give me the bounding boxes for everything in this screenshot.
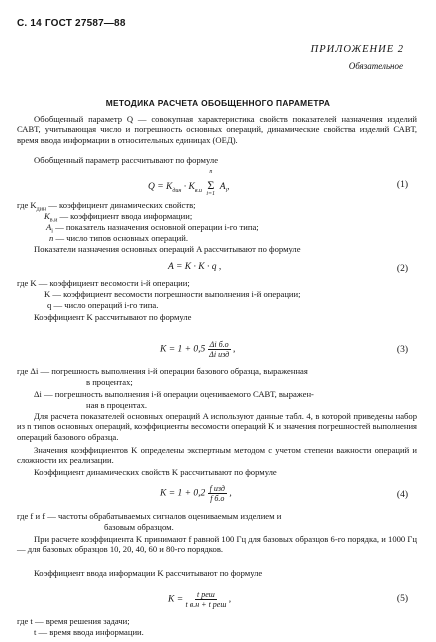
formula-3: K = 1 + 0,5 $\frac{\text{Δi б.о}}{\text{Δi изд}}$ , xyxy=(160,340,236,359)
paragraph-1: Обобщенный параметр Q — совокупная характеристика свойств показателей назначения изделий САВТ, учитывающая число и погрешность основных операций, динамические свойства изделий САВТ, время ввода информации в относительных единицах (ОЕД). xyxy=(17,114,417,145)
def-3-diizd: Δi — погрешность выполнения i-й операции оцениваемого САВТ, выражен- xyxy=(34,389,314,399)
def-1-kdin: где $K_{дин}$ — коэффициент динамических свойств; xyxy=(17,200,196,213)
def-1-ai: $A_i$ — показатель назначения основной операции i-го типа; xyxy=(46,222,259,235)
formula-5-numerator: t реш xyxy=(197,590,215,599)
formula-2: A = K · K · q , xyxy=(168,262,222,272)
def-3-diizd-cont: ная в процентах. xyxy=(86,400,148,410)
def-3-dibo: где Δi — погрешность выполнения i-й операции базового образца, выраженная xyxy=(17,366,308,376)
paragraph-4: Коэффициент K рассчитывают по формуле xyxy=(34,312,192,322)
formula-1: $Q = K_{дин} \cdot K_{в.и}$ n Σ i=1 $A_i$, xyxy=(148,169,230,197)
appendix-title: ПРИЛОЖЕНИЕ 2 xyxy=(310,44,404,55)
equation-number-4: (4) xyxy=(396,490,408,500)
def-3-dibo-cont: в процентах; xyxy=(86,377,133,387)
def-5-treš: где t — время решения задачи; xyxy=(17,616,130,626)
paragraph-8: При расчете коэффициента K принимают f равной 100 Гц для базовых образцов 6-го порядка, и 1000 Гц — для базовых образцов 10, 20, 40, 60 и 80-го порядков. xyxy=(17,534,417,555)
formula-5-denominator: t в.н + t реш xyxy=(185,600,227,609)
paragraph-6: Значения коэффициентов K определены экспертным методом с учетом степени важности операций и сложности их реализации. xyxy=(17,445,417,466)
def-1-n: n — число типов основных операций. xyxy=(49,233,188,243)
def-4-f: где f и f — частоты обрабатываемых сигналов оцениваемым изделием и xyxy=(17,511,282,521)
def-5-tvn: t — время ввода информации. xyxy=(34,627,144,637)
def-4-f-cont: базовым образцом. xyxy=(104,522,174,532)
formula-4-numerator: f изд xyxy=(209,484,225,493)
paragraph-2: Обобщенный параметр рассчитывают по формуле xyxy=(34,155,219,165)
equation-number-3: (3) xyxy=(396,345,408,355)
equation-number-5: (5) xyxy=(396,594,408,604)
formula-4: K = 1 + 0,2 $\frac{\text{f изд}}{\text{f б.о}}$ , xyxy=(160,484,232,503)
paragraph-3: Показатели назначения основных операций A рассчитывают по формуле xyxy=(34,244,301,254)
formula-3-denominator: Δi изд xyxy=(209,350,230,359)
paragraph-5: Для расчета показателей основных операций A используют данные табл. 4, в которой приведены набор из n типов основных операций, коэффициенты весомости операций K и значения погрешностей выполнения операций базового образца. xyxy=(17,411,417,442)
formula-4-denominator: f б.о xyxy=(210,494,225,503)
page-header: С. 14 ГОСТ 27587—88 xyxy=(17,18,126,29)
section-heading: МЕТОДИКА РАСЧЕТА ОБОБЩЕННОГО ПАРАМЕТРА xyxy=(105,98,331,108)
def-1-kvi: $K_{в.и}$ — коэффициент ввода информации; xyxy=(44,211,193,224)
equation-number-1: (1) xyxy=(396,180,408,190)
equation-number-2: (2) xyxy=(396,264,408,274)
def-2-kpi: K — коэффициент весомости погрешности выполнения i-й операции; xyxy=(44,289,301,299)
def-2-koi: где K — коэффициент весомости i-й операции; xyxy=(17,278,190,288)
paragraph-9: Коэффициент ввода информации K рассчитывают по формуле xyxy=(34,568,263,578)
def-2-qi: q — число операций i-го типа. xyxy=(47,300,159,310)
formula-5: K = $\frac{\text{t реш}}{\text{t в.н + t реш}}$ , xyxy=(168,590,232,609)
appendix-status: Обязательное xyxy=(348,61,403,71)
paragraph-7: Коэффициент динамических свойств K рассчитывают по формуле xyxy=(34,467,277,477)
formula-3-numerator: Δi б.о xyxy=(209,340,229,349)
